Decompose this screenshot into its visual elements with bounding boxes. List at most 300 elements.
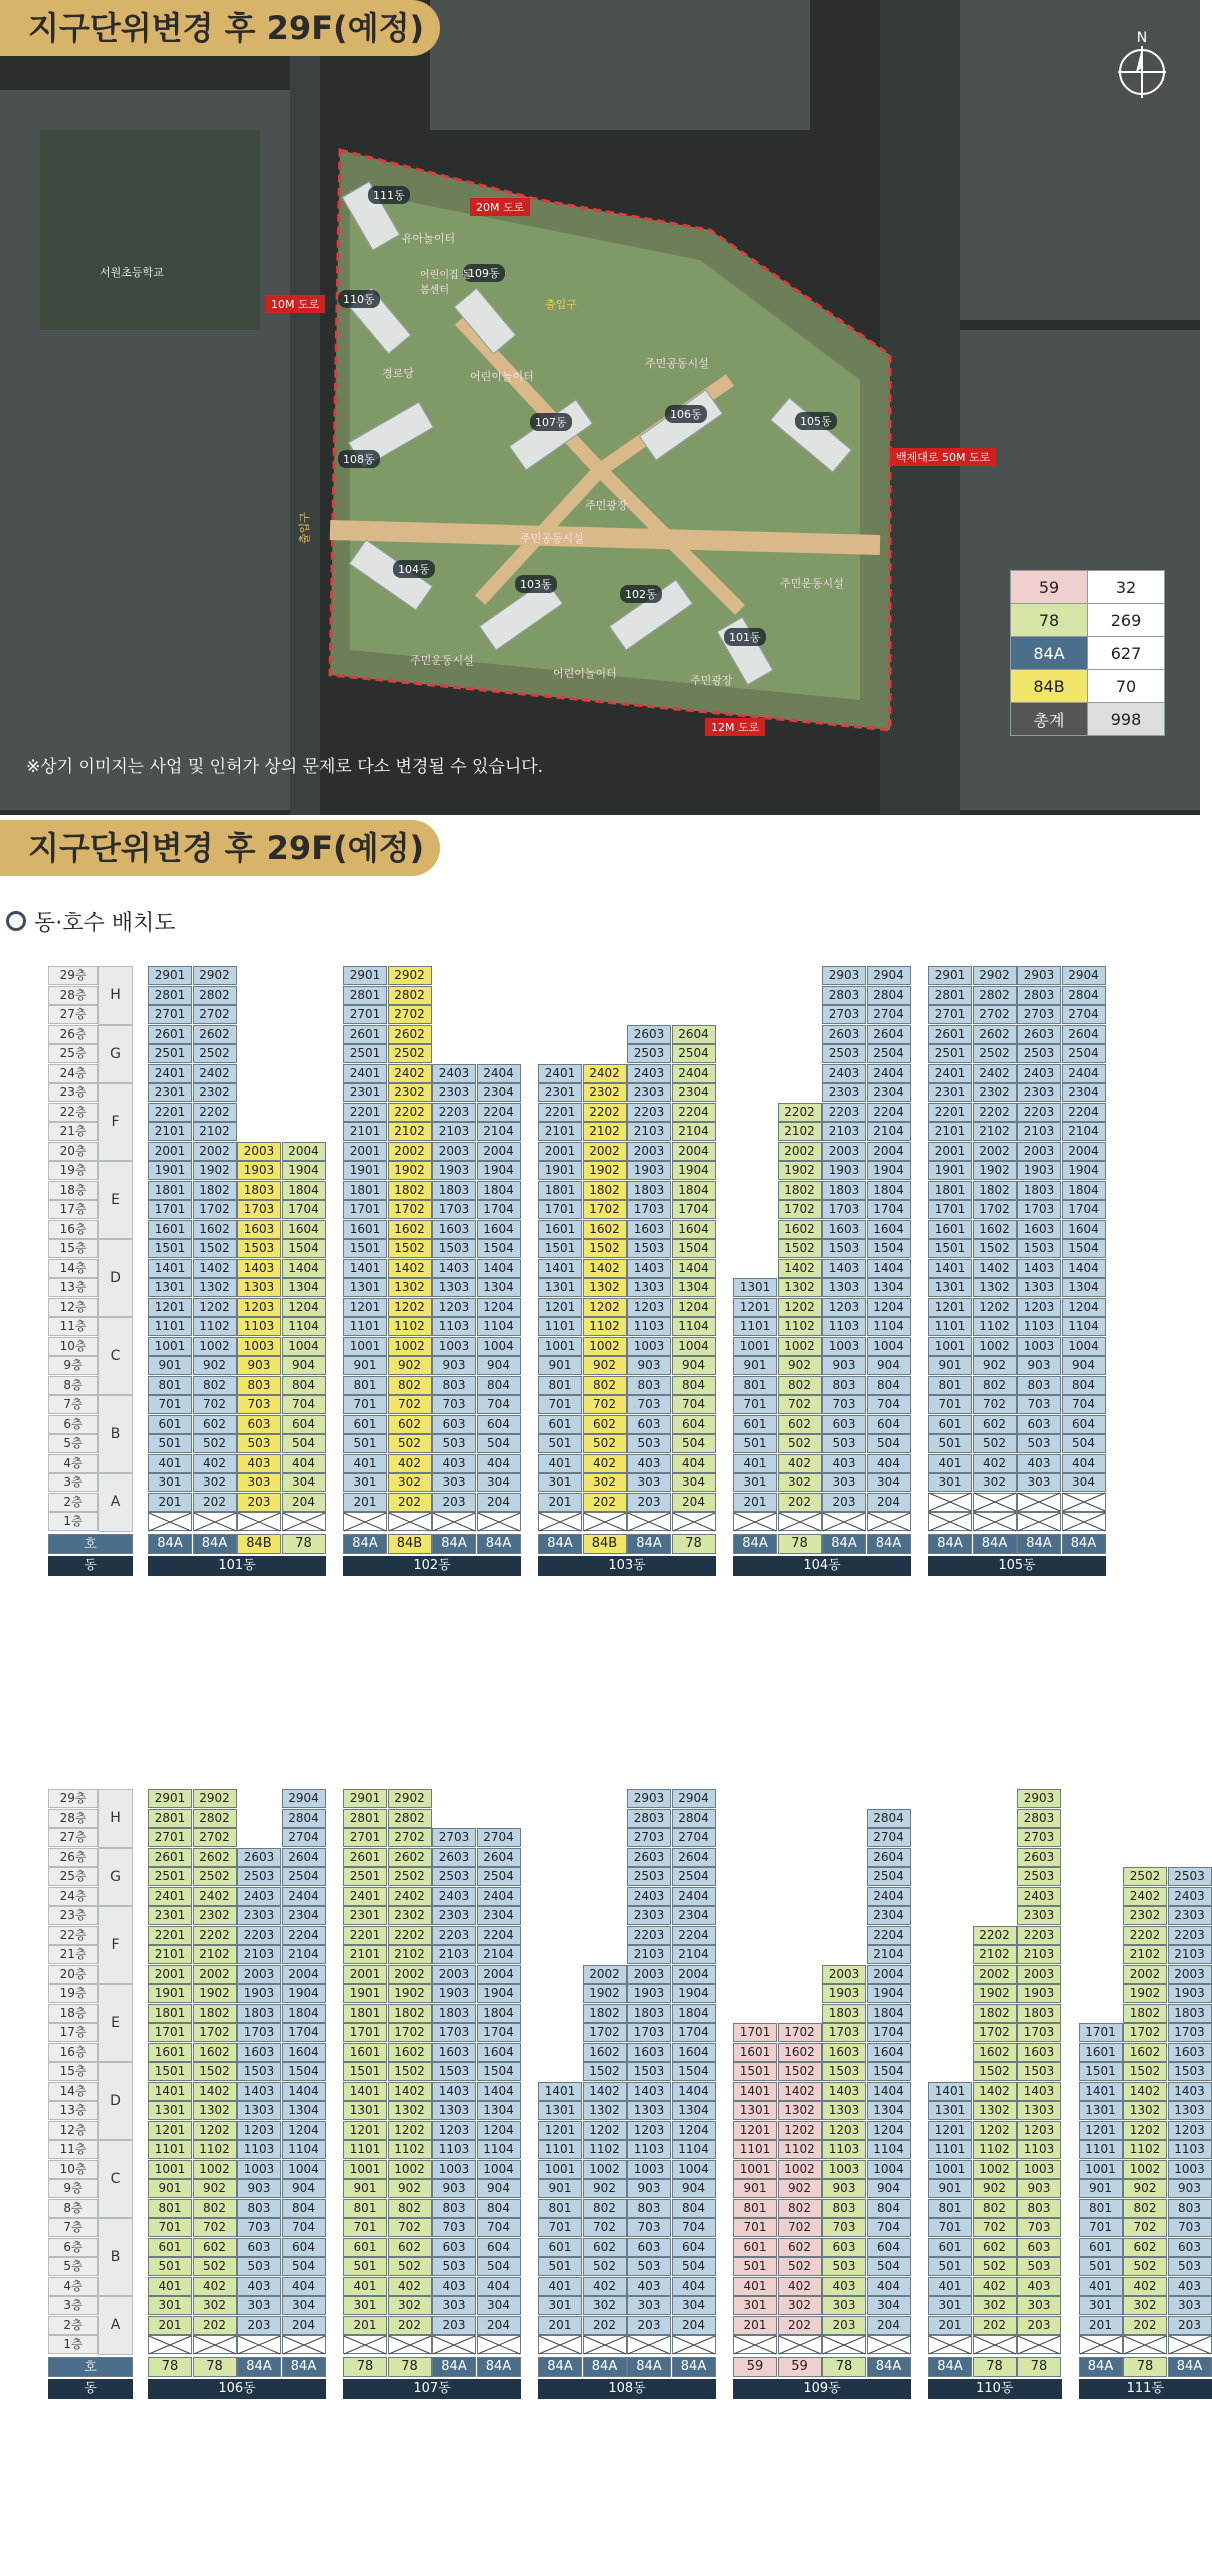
unit-cell: 1801 xyxy=(538,1181,582,1200)
unit-cell: 1603 xyxy=(237,2043,281,2062)
unit-cell: 1303 xyxy=(627,2101,671,2120)
unit-cell: 603 xyxy=(1168,2238,1212,2257)
floor-group-label: B xyxy=(98,1395,133,1473)
unit-type-cell: 78 xyxy=(1123,2357,1167,2377)
unit-cell: 402 xyxy=(388,2277,432,2296)
empty-unit-cell xyxy=(928,1512,972,1531)
unit-cell: 1602 xyxy=(193,1220,237,1239)
floor-group-label: F xyxy=(98,1083,133,1161)
unit-cell: 801 xyxy=(733,2199,777,2218)
unit-cell: 2501 xyxy=(928,1044,972,1063)
unit-cell: 2404 xyxy=(867,1064,911,1083)
unit-cell: 1304 xyxy=(867,2101,911,2120)
unit-cell: 703 xyxy=(822,2218,866,2237)
unit-cell: 304 xyxy=(672,2296,716,2315)
unit-cell: 1301 xyxy=(1079,2101,1123,2120)
unit-cell: 501 xyxy=(148,2257,192,2276)
unit-cell: 1201 xyxy=(733,1298,777,1317)
unit-cell: 1402 xyxy=(778,2082,822,2101)
unit-cell: 1202 xyxy=(388,2121,432,2140)
ho-header: 호 xyxy=(48,2357,133,2377)
unit-cell: 803 xyxy=(1017,1376,1061,1395)
unit-type-cell: 84A xyxy=(1062,1534,1106,1554)
unit-cell: 701 xyxy=(538,1395,582,1414)
floor-label: 12층 xyxy=(48,2121,98,2140)
unit-cell: 1602 xyxy=(1123,2043,1167,2062)
unit-cell: 802 xyxy=(388,2199,432,2218)
unit-cell: 2904 xyxy=(867,966,911,985)
floor-label: 5층 xyxy=(48,2257,98,2276)
floor-label: 2층 xyxy=(48,1493,98,1512)
floor-label: 14층 xyxy=(48,2082,98,2101)
unit-cell: 2303 xyxy=(627,1083,671,1102)
unit-cell: 2203 xyxy=(237,1926,281,1945)
unit-cell: 1202 xyxy=(193,2121,237,2140)
entrance-label: 출입구 xyxy=(297,512,311,544)
dong-ho-grid-row2 xyxy=(48,1789,1205,2549)
unit-cell: 802 xyxy=(583,1376,627,1395)
unit-cell: 2204 xyxy=(282,1926,326,1945)
unit-cell: 1002 xyxy=(193,1337,237,1356)
unit-cell: 2001 xyxy=(928,1142,972,1161)
unit-cell: 1001 xyxy=(733,2160,777,2179)
unit-cell: 302 xyxy=(973,2296,1017,2315)
floor-group-label: G xyxy=(98,1025,133,1084)
unit-cell: 2803 xyxy=(1017,1809,1061,1828)
unit-cell: 404 xyxy=(867,1454,911,1473)
unit-cell: 1204 xyxy=(672,1298,716,1317)
unit-cell: 1402 xyxy=(388,2082,432,2101)
unit-cell: 2504 xyxy=(1062,1044,1106,1063)
facility-label: 어린이놀이터 xyxy=(470,370,534,383)
unit-cell: 2302 xyxy=(388,1083,432,1102)
unit-cell: 403 xyxy=(1017,2277,1061,2296)
unit-cell: 1604 xyxy=(672,2043,716,2062)
unit-cell: 702 xyxy=(973,2218,1017,2237)
unit-cell: 1403 xyxy=(432,2082,476,2101)
school-field xyxy=(40,130,260,330)
dong-label: 111동 xyxy=(1079,2379,1212,2399)
unit-cell: 1704 xyxy=(867,1200,911,1219)
dong-label: 102동 xyxy=(343,1556,521,1576)
unit-cell: 1101 xyxy=(538,2140,582,2159)
unit-cell: 1101 xyxy=(343,1317,387,1336)
unit-cell: 2804 xyxy=(672,1809,716,1828)
floor-label: 7층 xyxy=(48,2218,98,2237)
unit-cell: 1002 xyxy=(388,2160,432,2179)
unit-cell: 2603 xyxy=(432,1848,476,1867)
unit-cell: 2903 xyxy=(627,1789,671,1808)
facility-label: 주민운동시설 xyxy=(780,577,844,590)
unit-cell: 2301 xyxy=(148,1906,192,1925)
unit-cell: 1303 xyxy=(237,1278,281,1297)
unit-cell: 1403 xyxy=(822,1259,866,1278)
unit-cell: 2601 xyxy=(343,1025,387,1044)
unit-cell: 1701 xyxy=(1079,2023,1123,2042)
unit-type-cell: 84A xyxy=(583,2357,627,2377)
unit-cell: 1301 xyxy=(928,2101,972,2120)
unit-cell: 1202 xyxy=(778,2121,822,2140)
unit-cell: 904 xyxy=(282,2179,326,2198)
unit-cell: 2004 xyxy=(1062,1142,1106,1161)
unit-cell: 1204 xyxy=(867,2121,911,2140)
unit-cell: 1301 xyxy=(928,1278,972,1297)
unit-cell: 1904 xyxy=(477,1984,521,2003)
unit-cell: 1702 xyxy=(1123,2023,1167,2042)
unit-cell: 1602 xyxy=(583,2043,627,2062)
unit-cell: 203 xyxy=(1017,2316,1061,2335)
unit-cell: 1303 xyxy=(1168,2101,1212,2120)
unit-cell: 701 xyxy=(343,1395,387,1414)
unit-cell: 1302 xyxy=(1123,2101,1167,2120)
unit-cell: 701 xyxy=(733,2218,777,2237)
unit-cell: 1201 xyxy=(538,2121,582,2140)
empty-unit-cell xyxy=(193,1512,237,1531)
unit-cell: 903 xyxy=(822,2179,866,2198)
unit-cell: 1701 xyxy=(538,1200,582,1219)
unit-cell: 1002 xyxy=(973,2160,1017,2179)
unit-cell: 301 xyxy=(538,1473,582,1492)
unit-cell: 1301 xyxy=(733,1278,777,1297)
empty-unit-cell xyxy=(237,2335,281,2354)
unit-cell: 601 xyxy=(343,2238,387,2257)
unit-type-cell: 84A xyxy=(822,1534,866,1554)
dong-label: 106동 xyxy=(665,405,707,423)
unit-cell: 1201 xyxy=(343,2121,387,2140)
unit-cell: 1904 xyxy=(1062,1161,1106,1180)
unit-cell: 1302 xyxy=(583,2101,627,2120)
unit-cell: 1001 xyxy=(343,2160,387,2179)
unit-cell: 1603 xyxy=(432,1220,476,1239)
unit-cell: 1203 xyxy=(1017,2121,1061,2140)
legend-row xyxy=(1011,604,1165,637)
unit-cell: 503 xyxy=(1168,2257,1212,2276)
unit-cell: 901 xyxy=(148,2179,192,2198)
unit-cell: 304 xyxy=(1062,1473,1106,1492)
unit-type-cell: 84A xyxy=(672,2357,716,2377)
unit-cell: 2504 xyxy=(477,1867,521,1886)
unit-cell: 2303 xyxy=(432,1906,476,1925)
unit-cell: 702 xyxy=(973,1395,1017,1414)
legend-row xyxy=(1011,670,1165,703)
unit-cell: 601 xyxy=(1079,2238,1123,2257)
legend-count: 32 xyxy=(1088,571,1165,604)
unit-cell: 1601 xyxy=(928,1220,972,1239)
unit-cell: 1702 xyxy=(778,1200,822,1219)
dong-label: 107동 xyxy=(530,413,572,431)
floor-label: 1층 xyxy=(48,1512,98,1531)
unit-cell: 1602 xyxy=(973,1220,1017,1239)
unit-cell: 1801 xyxy=(343,1181,387,1200)
road-label: 백제대로 50M 도로 xyxy=(890,448,996,466)
unit-cell: 201 xyxy=(538,1493,582,1512)
unit-cell: 1304 xyxy=(477,2101,521,2120)
unit-cell: 2202 xyxy=(193,1926,237,1945)
unit-type-cell: 78 xyxy=(148,2357,192,2377)
unit-cell: 902 xyxy=(583,2179,627,2198)
empty-unit-cell xyxy=(867,2335,911,2354)
unit-cell: 604 xyxy=(477,2238,521,2257)
unit-cell: 403 xyxy=(432,1454,476,1473)
unit-cell: 303 xyxy=(237,2296,281,2315)
unit-cell: 803 xyxy=(432,2199,476,2218)
unit-cell: 803 xyxy=(432,1376,476,1395)
unit-cell: 201 xyxy=(148,2316,192,2335)
unit-cell: 1402 xyxy=(778,1259,822,1278)
unit-cell: 2203 xyxy=(432,1926,476,1945)
unit-cell: 601 xyxy=(343,1415,387,1434)
unit-cell: 704 xyxy=(477,1395,521,1414)
unit-cell: 2201 xyxy=(343,1103,387,1122)
unit-cell: 802 xyxy=(193,2199,237,2218)
unit-cell: 1404 xyxy=(477,1259,521,1278)
unit-cell: 204 xyxy=(282,1493,326,1512)
unit-cell: 1202 xyxy=(973,1298,1017,1317)
unit-cell: 503 xyxy=(237,2257,281,2276)
unit-cell: 703 xyxy=(1017,2218,1061,2237)
unit-cell: 2303 xyxy=(432,1083,476,1102)
unit-cell: 1503 xyxy=(1168,2062,1212,2081)
unit-cell: 1803 xyxy=(432,1181,476,1200)
unit-cell: 701 xyxy=(148,1395,192,1414)
unit-cell: 2204 xyxy=(477,1103,521,1122)
unit-cell: 2903 xyxy=(1017,966,1061,985)
unit-cell: 1902 xyxy=(193,1161,237,1180)
unit-cell: 1103 xyxy=(432,1317,476,1336)
unit-cell: 304 xyxy=(672,1473,716,1492)
legend-type: 78 xyxy=(1011,604,1088,637)
unit-cell: 704 xyxy=(672,1395,716,1414)
unit-cell: 2304 xyxy=(867,1083,911,1102)
unit-cell: 1803 xyxy=(237,2004,281,2023)
unit-cell: 2601 xyxy=(148,1848,192,1867)
unit-cell: 401 xyxy=(148,2277,192,2296)
unit-cell: 1003 xyxy=(237,2160,281,2179)
unit-cell: 2901 xyxy=(343,966,387,985)
floor-group-label: B xyxy=(98,2218,133,2296)
unit-cell: 1004 xyxy=(672,2160,716,2179)
unit-cell: 1604 xyxy=(1062,1220,1106,1239)
unit-cell: 704 xyxy=(282,2218,326,2237)
unit-cell: 1702 xyxy=(388,1200,432,1219)
unit-cell: 2704 xyxy=(867,1828,911,1847)
unit-cell: 1303 xyxy=(822,1278,866,1297)
unit-cell: 503 xyxy=(237,1434,281,1453)
unit-cell: 2202 xyxy=(193,1103,237,1122)
unit-cell: 2002 xyxy=(973,1965,1017,1984)
unit-cell: 1201 xyxy=(148,2121,192,2140)
unit-cell: 1903 xyxy=(432,1984,476,2003)
unit-cell: 1302 xyxy=(388,2101,432,2120)
unit-cell: 604 xyxy=(867,2238,911,2257)
unit-cell: 304 xyxy=(477,2296,521,2315)
floor-label: 15층 xyxy=(48,2062,98,2081)
empty-unit-cell xyxy=(1017,1493,1061,1512)
unit-cell: 1003 xyxy=(1017,2160,1061,2179)
unit-cell: 1302 xyxy=(193,1278,237,1297)
empty-unit-cell xyxy=(733,1512,777,1531)
unit-cell: 2303 xyxy=(1168,1906,1212,1925)
unit-cell: 1901 xyxy=(343,1984,387,2003)
unit-cell: 801 xyxy=(148,1376,192,1395)
unit-cell: 903 xyxy=(627,2179,671,2198)
unit-cell: 1101 xyxy=(928,1317,972,1336)
empty-unit-cell xyxy=(973,1512,1017,1531)
unit-cell: 1602 xyxy=(973,2043,1017,2062)
unit-cell: 803 xyxy=(1168,2199,1212,2218)
unit-cell: 2402 xyxy=(973,1064,1017,1083)
unit-cell: 404 xyxy=(1062,1454,1106,1473)
unit-cell: 1904 xyxy=(477,1161,521,1180)
unit-cell: 1404 xyxy=(672,2082,716,2101)
unit-cell: 2202 xyxy=(778,1103,822,1122)
unit-cell: 1904 xyxy=(672,1161,716,1180)
unit-cell: 403 xyxy=(822,1454,866,1473)
unit-cell: 2604 xyxy=(477,1848,521,1867)
unit-cell: 1402 xyxy=(583,1259,627,1278)
unit-cell: 801 xyxy=(343,2199,387,2218)
floor-label: 26층 xyxy=(48,1025,98,1044)
unit-cell: 1201 xyxy=(343,1298,387,1317)
floor-label: 6층 xyxy=(48,1415,98,1434)
unit-cell: 2201 xyxy=(148,1103,192,1122)
unit-cell: 1103 xyxy=(1017,2140,1061,2159)
unit-cell: 901 xyxy=(928,1356,972,1375)
unit-cell: 503 xyxy=(432,1434,476,1453)
unit-cell: 803 xyxy=(1017,2199,1061,2218)
unit-cell: 2704 xyxy=(672,1828,716,1847)
unit-cell: 301 xyxy=(733,2296,777,2315)
empty-unit-cell xyxy=(1017,2335,1061,2354)
unit-cell: 1104 xyxy=(867,2140,911,2159)
unit-cell: 303 xyxy=(1017,2296,1061,2315)
unit-cell: 801 xyxy=(733,1376,777,1395)
unit-cell: 402 xyxy=(973,1454,1017,1473)
unit-cell: 2104 xyxy=(672,1945,716,1964)
legend-type: 총계 xyxy=(1011,703,1088,736)
unit-cell: 403 xyxy=(627,2277,671,2296)
unit-cell: 1902 xyxy=(388,1161,432,1180)
unit-cell: 2601 xyxy=(928,1025,972,1044)
unit-cell: 1403 xyxy=(1017,2082,1061,2101)
unit-cell: 901 xyxy=(538,2179,582,2198)
floor-label: 12층 xyxy=(48,1298,98,1317)
empty-unit-cell xyxy=(1017,1512,1061,1531)
unit-cell: 404 xyxy=(672,1454,716,1473)
unit-cell: 701 xyxy=(733,1395,777,1414)
unit-cell: 703 xyxy=(432,2218,476,2237)
unit-cell: 304 xyxy=(867,2296,911,2315)
unit-cell: 2102 xyxy=(973,1945,1017,1964)
unit-cell: 1801 xyxy=(148,2004,192,2023)
unit-cell: 404 xyxy=(477,2277,521,2296)
unit-cell: 703 xyxy=(1017,1395,1061,1414)
unit-cell: 2202 xyxy=(973,1926,1017,1945)
unit-cell: 1001 xyxy=(733,1337,777,1356)
unit-type-cell: 84A xyxy=(538,1534,582,1554)
unit-cell: 2004 xyxy=(867,1965,911,1984)
unit-cell: 1901 xyxy=(343,1161,387,1180)
unit-type-cell: 78 xyxy=(282,1534,326,1554)
dong-label: 102동 xyxy=(620,585,662,603)
unit-cell: 1902 xyxy=(193,1984,237,2003)
empty-unit-cell xyxy=(477,2335,521,2354)
unit-cell: 2903 xyxy=(822,966,866,985)
unit-cell: 1503 xyxy=(432,2062,476,2081)
unit-cell: 504 xyxy=(282,1434,326,1453)
legend-row xyxy=(1011,703,1165,736)
unit-cell: 2603 xyxy=(1017,1025,1061,1044)
unit-cell: 2901 xyxy=(343,1789,387,1808)
unit-cell: 1202 xyxy=(973,2121,1017,2140)
floor-group-label: H xyxy=(98,1789,133,1848)
empty-unit-cell xyxy=(973,2335,1017,2354)
unit-cell: 1201 xyxy=(928,2121,972,2140)
unit-cell: 902 xyxy=(973,2179,1017,2198)
unit-cell: 1803 xyxy=(822,1181,866,1200)
unit-cell: 1503 xyxy=(627,2062,671,2081)
floor-group-label: A xyxy=(98,2296,133,2355)
unit-cell: 2603 xyxy=(1017,1848,1061,1867)
unit-cell: 1202 xyxy=(388,1298,432,1317)
unit-cell: 1203 xyxy=(432,2121,476,2140)
unit-cell: 1904 xyxy=(282,1984,326,2003)
unit-cell: 2404 xyxy=(867,1887,911,1906)
unit-cell: 2704 xyxy=(1062,1005,1106,1024)
north-compass-icon xyxy=(1112,28,1172,100)
unit-cell: 2403 xyxy=(1017,1887,1061,1906)
unit-cell: 702 xyxy=(193,2218,237,2237)
unit-type-cell: 78 xyxy=(672,1534,716,1554)
floor-label: 19층 xyxy=(48,1984,98,2003)
unit-cell: 1104 xyxy=(477,1317,521,1336)
empty-unit-cell xyxy=(627,2335,671,2354)
unit-cell: 2401 xyxy=(928,1064,972,1083)
empty-unit-cell xyxy=(583,2335,627,2354)
unit-cell: 1902 xyxy=(778,1161,822,1180)
unit-cell: 2503 xyxy=(237,1867,281,1886)
unit-type-cell: 84A xyxy=(928,1534,972,1554)
empty-unit-cell xyxy=(1168,2335,1212,2354)
unit-cell: 201 xyxy=(343,1493,387,1512)
unit-cell: 1201 xyxy=(1079,2121,1123,2140)
unit-cell: 1504 xyxy=(477,1239,521,1258)
unit-cell: 1503 xyxy=(1017,2062,1061,2081)
unit-cell: 2201 xyxy=(148,1926,192,1945)
unit-cell: 1104 xyxy=(672,1317,716,1336)
unit-cell: 402 xyxy=(778,2277,822,2296)
unit-cell: 1603 xyxy=(822,1220,866,1239)
empty-unit-cell xyxy=(928,2335,972,2354)
unit-cell: 804 xyxy=(867,1376,911,1395)
floor-label: 16층 xyxy=(48,1220,98,1239)
unit-cell: 2004 xyxy=(282,1965,326,1984)
unit-cell: 1302 xyxy=(973,1278,1017,1297)
unit-cell: 2901 xyxy=(928,966,972,985)
unit-cell: 2003 xyxy=(1168,1965,1212,1984)
empty-unit-cell xyxy=(928,1493,972,1512)
unit-cell: 602 xyxy=(583,2238,627,2257)
unit-cell: 2203 xyxy=(432,1103,476,1122)
dong-label: 108동 xyxy=(338,450,380,468)
unit-cell: 702 xyxy=(388,1395,432,1414)
unit-cell: 904 xyxy=(672,1356,716,1375)
unit-type-cell: 84A xyxy=(867,1534,911,1554)
floor-label: 8층 xyxy=(48,2199,98,2218)
unit-cell: 1402 xyxy=(583,2082,627,2101)
unit-type-cell: 78 xyxy=(193,2357,237,2377)
unit-cell: 2001 xyxy=(538,1142,582,1161)
